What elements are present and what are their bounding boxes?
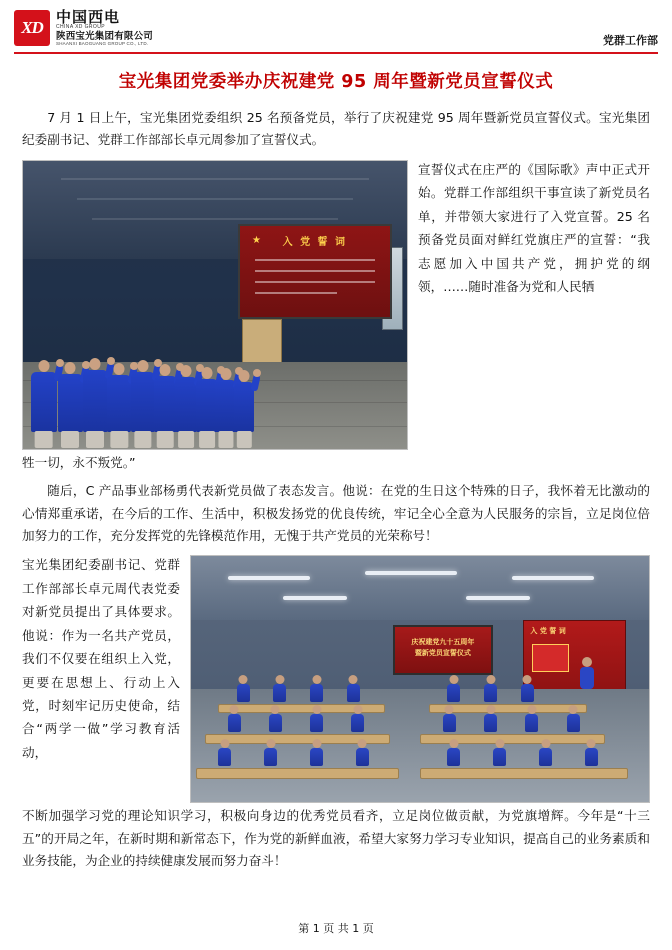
department-label: 党群工作部: [603, 34, 658, 47]
photo2-ceiling: [191, 556, 649, 620]
photo-oath-ceremony: [22, 160, 408, 450]
paragraph-2-tail: 牲一切，永不叛党。”: [22, 454, 136, 470]
company-name-en: CHINA XD GROUP: [56, 24, 105, 31]
company-names: [56, 7, 154, 47]
photo1-oath-screen: [238, 224, 392, 319]
photo2-projection-screen: [393, 625, 494, 674]
company-name-cn: 中国西电: [56, 7, 121, 26]
paragraph-3: 随后，C 产品事业部杨勇代表新党员做了表态发言。他说：在党的生日这个特殊的日子，我怀着无比激动的心情郑重承诺，在今后的工作、生活中，积极发扬党的优良传统，牢记全心全意为人民服务的宗旨，立足岗位倍加努力的工作，充分发挥党的先锋模范作用，无愧于共产党员的光荣称号！: [22, 483, 650, 544]
photo1-podium: [242, 319, 282, 367]
photo2-party-flag-icon: [532, 644, 568, 673]
page-footer: 第 1 页 共 1 页: [298, 922, 374, 935]
photo2-text-block: [22, 553, 650, 805]
document-body: [22, 54, 650, 873]
page-header: [14, 6, 658, 50]
photo1-screen-title: 入 党 誓 词: [282, 237, 348, 249]
photo2-banner-title: 入 党 誓 词: [530, 626, 566, 635]
photo-meeting-hall: [190, 555, 650, 803]
paragraph-2-wrapped: 宣誓仪式在庄严的《国际歌》声中正式开始。党群工作部组织干事宣读了新党员名单，并带领大家进行了入党宣誓。25 名预备党员面对鲜红党旗庄严的宣誓：“我志愿加入中国共产党，拥护党的纲领，……随时准备为党和人民牺: [418, 161, 650, 294]
photo2-speaker: [580, 667, 594, 689]
paragraph-4-wrapped: 宝光集团纪委副书记、党群工作部部长卓元周代表党委对新党员提出了具体要求。他说：作为一名共产党员，我们不仅要在组织上入党，更要在思想上、行动上入党，时刻牢记历史使命，结合“两学一做”学习教育活动，: [22, 557, 180, 760]
photo1-text-block: [22, 158, 650, 452]
photo1-star-icon: ★: [251, 235, 261, 247]
xd-logo-icon: [14, 10, 50, 46]
subsidiary-name-cn: 陕西宝光集团有限公司: [56, 30, 154, 42]
photo2-screen-text: 庆祝建党九十五周年 暨新党员宣誓仪式: [411, 638, 475, 657]
company-logo: [14, 7, 154, 47]
photo2-oath-banner: [523, 620, 626, 696]
paragraph-1: 7 月 1 日上午，宝光集团党委组织 25 名预备党员，举行了庆祝建党 95 周年暨新党员宣誓仪式。宝光集团纪委副书记、党群工作部部长卓元周参加了宣誓仪式。: [22, 110, 650, 148]
paragraph-4-tail: 不断加强学习党的理论知识学习，积极向身边的优秀党员看齐，立足岗位做贡献，为党旗增辉。今年是“十三五”的开局之年，在新时期和新常态下，作为党的新鲜血液，希望大家努力学习专业知识，提高自己的业务素质和业务技能，为企业的持续健康发展而努力奋斗！: [22, 808, 650, 869]
subsidiary-name-en: SHAANXI BAOGUANG GROUP CO., LTD.: [56, 40, 149, 46]
page-title: 宝光集团党委举办庆祝建党 95 周年暨新党员宣誓仪式: [118, 72, 554, 92]
logo-mark-text: XD: [21, 18, 43, 37]
